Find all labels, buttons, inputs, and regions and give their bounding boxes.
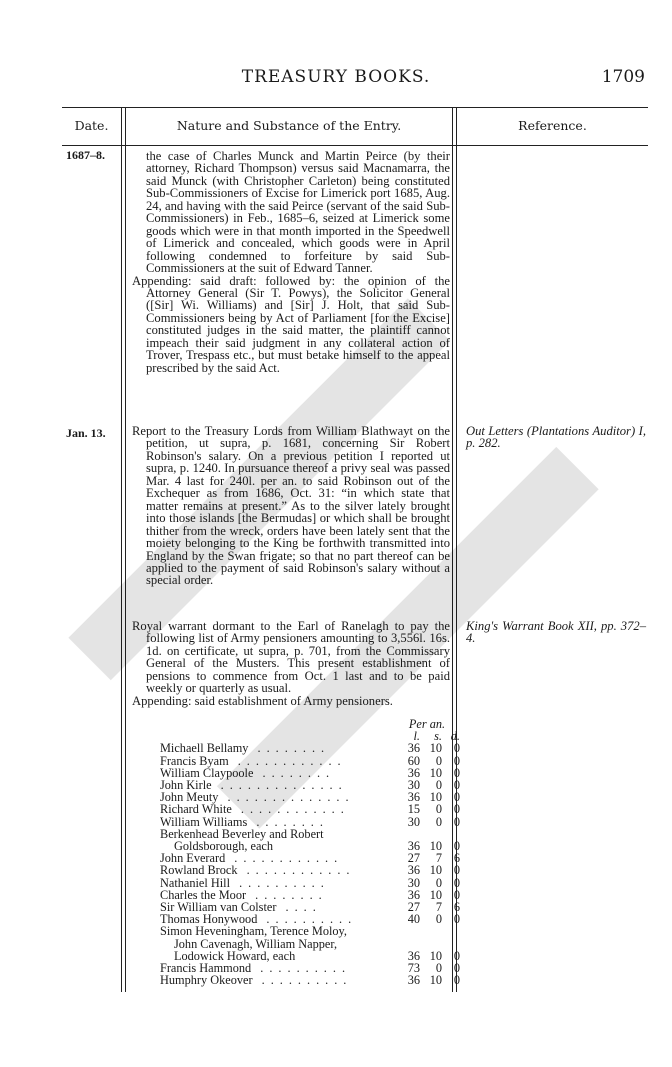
amount-s: 10 — [429, 765, 442, 780]
pensioner-name: Francis Byam ............ — [160, 753, 347, 768]
entry-paragraph: the case of Charles Munck and Martin Peirce (by their attorney, Richard Thompson) versus said Macnamarra, the said Munck (with Christopher Carleton) being constituted Sub-Commissioners of Excise for Limerick port 1685, Aug. 24, and having with the said Peirce (servant of the said Sub-Commissioners) in Feb., 1685–6, seized at Limerick some goods which were in that month imported in the Speedwell of Limerick and concealed, which goods were in April following condemned to forfeiture by said Sub-Commissioners at the suit of Edward Tanner. — [146, 149, 450, 276]
entry-reference: King's Warrant Book XII, pp. 372–4. — [466, 619, 646, 646]
amount-s: 10 — [429, 741, 442, 756]
entry-date: Jan. 13. — [66, 426, 106, 440]
amount-s: 0 — [435, 875, 442, 890]
amount-l: 60 — [407, 753, 420, 768]
amount-s: 0 — [435, 778, 442, 793]
entry-paragraph: Report to the Treasury Lords from William Blathwayt on the petition, ut supra, p. 1681, concerning Sir Robert Robinson's salary. On a previous petition I reported ut supra, p. 1240. In pursuance thereof a privy seal was passed Mar. 4 last for 240l. per an. to said Robinson out of the Exchequer as from 1686, Oct. 31: “in which state that matter remains at present.” As to the silver lately brought into those islands [the Bermudas] or which shall be brought thither from the wreck, orders have been lately sent that the moiety belonging to the King be forthwith transmitted into England by the Swan frigate; so that no part thereof can be applied to the payment of said Robinson's salary without a special order. — [132, 424, 450, 588]
amount-l: 30 — [407, 778, 420, 793]
dot-leader: ........ — [248, 741, 331, 756]
dot-leader: ............ — [237, 863, 356, 878]
amount-s: 7 — [435, 851, 442, 866]
dot-leader: .... — [276, 900, 322, 915]
amount-d: 0 — [453, 948, 460, 963]
table-row — [160, 974, 460, 986]
amount-blank — [420, 925, 442, 937]
dot-leader: .......... — [230, 875, 330, 890]
amount-l: 36 — [407, 887, 420, 902]
amount-s: 10 — [429, 839, 442, 854]
amount-l: 73 — [407, 961, 420, 976]
amount-d: 6 — [453, 851, 460, 866]
dot-leader: ........ — [246, 887, 328, 902]
amount-d: 0 — [453, 961, 460, 976]
amount-d: 0 — [453, 814, 460, 829]
pensioner-name: Michaell Bellamy ........ — [160, 741, 331, 756]
dot-leader: .......... — [252, 973, 353, 988]
pensioner-name: Goldsborough, each — [174, 839, 274, 854]
amount-d: 6 — [453, 900, 460, 915]
pensioner-name: Rowland Brock ............ — [160, 863, 356, 878]
amount-d: 0 — [453, 778, 460, 793]
amount-d: 0 — [453, 863, 460, 878]
amount-l: 15 — [407, 802, 420, 817]
pensioner-name: Humphry Okeover .......... — [160, 973, 353, 988]
header-rule — [62, 145, 648, 146]
entry-text — [132, 150, 450, 374]
unit-pence: d. — [450, 729, 460, 744]
dot-leader: ............ — [231, 802, 350, 817]
pensioner-name: Richard White ............ — [160, 802, 350, 817]
running-title: TREASURY BOOKS. — [241, 67, 431, 87]
amount-l: 30 — [407, 814, 420, 829]
pensioner-name: Charles the Moor ........ — [160, 887, 328, 902]
dot-leader: .......... — [251, 961, 352, 976]
amount-d: 0 — [453, 875, 460, 890]
pensioner-name: Berkenhead Beverley and Robert — [160, 826, 324, 841]
dot-leader: ........ — [247, 814, 329, 829]
amount-s: 10 — [429, 948, 442, 963]
unit-pounds: l. — [413, 729, 420, 744]
pensioner-name: John Everard ............ — [160, 851, 344, 866]
amount-d: 0 — [453, 753, 460, 768]
dot-leader: ........ — [253, 765, 336, 780]
pensioner-name: William Williams ........ — [160, 814, 329, 829]
pensioner-name: John Meuty .............. — [160, 790, 355, 805]
pensioner-name: Francis Hammond .......... — [160, 961, 352, 976]
dot-leader: ............ — [225, 851, 344, 866]
column-divider-left — [121, 107, 122, 992]
amount-l: 36 — [407, 948, 420, 963]
amount-s: 0 — [435, 802, 442, 817]
amount-l: 36 — [407, 741, 420, 756]
amount-d: 0 — [453, 973, 460, 988]
amount-l: 36 — [407, 839, 420, 854]
entry-date: 1687–8. — [66, 148, 105, 162]
amount-l: 36 — [407, 765, 420, 780]
pensioners-table — [160, 718, 460, 986]
amount-s: 7 — [435, 900, 442, 915]
pensioner-name: Lodowick Howard, each — [174, 948, 296, 963]
amount-d: 0 — [453, 790, 460, 805]
amount-l: 36 — [407, 973, 420, 988]
per-annum-label: Per an. — [408, 717, 446, 731]
amount-d: 0 — [453, 741, 460, 756]
amount-blank — [442, 925, 460, 937]
entry-paragraph: Royal warrant dormant to the Earl of Ranelagh to pay the following list of Army pensioners amounting to 3,556l. 16s. 1d. on certificate, ut supra, p. 701, from the Commissary General of the Musters. This present establishment of pensions to commence from Oct. 1 last and to be paid weekly or quarterly as usual. — [132, 619, 450, 696]
pensioner-name: Nathaniel Hill .......... — [160, 875, 330, 890]
entry-appending: Appending: said establishment of Army pensioners. — [132, 693, 393, 708]
table-row — [160, 816, 460, 828]
dot-leader: ............ — [228, 753, 347, 768]
amount-s: 10 — [429, 863, 442, 878]
entry-text — [132, 425, 450, 587]
column-header-nature: Nature and Substance of the Entry. — [176, 118, 402, 133]
entry-text — [132, 620, 450, 707]
column-header-date: Date. — [74, 118, 109, 133]
amount-l: 30 — [407, 875, 420, 890]
page-number: 1709 — [601, 67, 645, 87]
unit-shillings: s. — [434, 729, 442, 744]
amount-l: 36 — [407, 790, 420, 805]
pensioner-name: Sir William van Colster .... — [160, 900, 322, 915]
amount-l: 27 — [407, 851, 420, 866]
entry-reference: Out Letters (Plantations Auditor) I, p. 282. — [466, 424, 646, 451]
top-rule — [62, 107, 648, 108]
amount-s: 0 — [435, 814, 442, 829]
dot-leader: .......... — [257, 912, 358, 927]
amount-s: 0 — [435, 912, 442, 927]
amount-d: 0 — [453, 887, 460, 902]
amount-l: 27 — [407, 900, 420, 915]
pensioner-name: John Kirle .............. — [160, 778, 348, 793]
pensioner-name: Thomas Honywood .......... — [160, 912, 358, 927]
amount-s: 0 — [435, 961, 442, 976]
dot-leader: .............. — [218, 790, 355, 805]
dot-leader: .............. — [211, 778, 348, 793]
amount-s: 0 — [435, 753, 442, 768]
pensioner-name: Simon Heveningham, Terence Moloy, — [160, 924, 347, 939]
amount-l: 40 — [407, 912, 420, 927]
column-divider-left-inner — [125, 107, 126, 992]
amount-d: 0 — [453, 839, 460, 854]
amount-d: 0 — [453, 765, 460, 780]
amount-d: 0 — [453, 802, 460, 817]
pensioner-name: William Claypoole ........ — [160, 765, 336, 780]
entry-appending: Appending: said draft: followed by: the opinion of the Attorney General (Sir T. Powys), the Solicitor General ([Sir] Wi. Williams) and [Sir] J. Holt, that said Sub-Commissioners being by Act of Parliament [for the Excise] constituted judges in the said matter, the plaintiff cannot impeach their said judgment in any collateral action of Trover, Trespass etc., but must betake himself to the appeal prescribed by the said Act. — [132, 273, 450, 375]
column-header-reference: Reference. — [518, 118, 587, 133]
pensioner-name: John Cavenagh, William Napper, — [174, 936, 338, 951]
table-row — [160, 925, 460, 937]
amount-l: 36 — [407, 863, 420, 878]
amount-s: 10 — [429, 973, 442, 988]
amount-s: 10 — [429, 790, 442, 805]
amount-d: 0 — [453, 912, 460, 927]
amount-blank — [394, 925, 420, 937]
amount-s: 10 — [429, 887, 442, 902]
